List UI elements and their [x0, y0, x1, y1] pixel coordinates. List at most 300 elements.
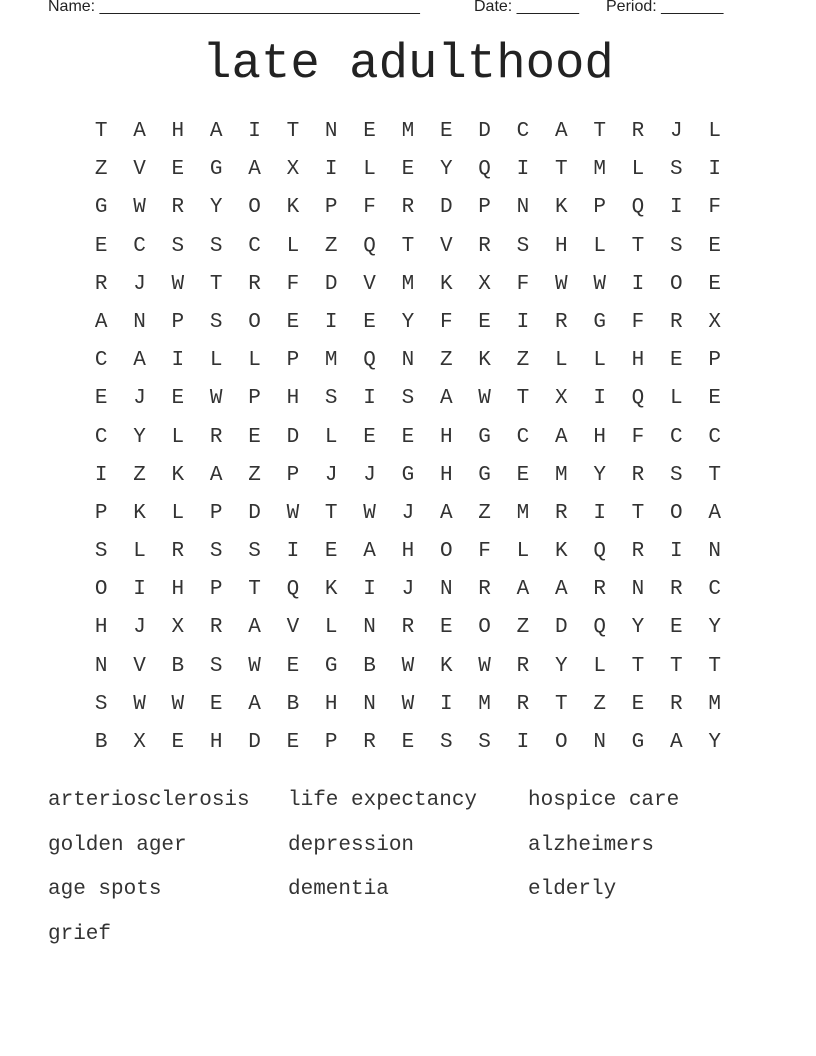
grid-letter[interactable]: M: [478, 692, 491, 716]
grid-letter[interactable]: E: [670, 616, 683, 640]
grid-letter[interactable]: I: [708, 158, 721, 182]
grid-letter[interactable]: P: [708, 349, 721, 373]
grid-letter[interactable]: L: [516, 540, 530, 564]
grid-letter[interactable]: N: [631, 578, 645, 602]
grid-letter[interactable]: L: [209, 349, 223, 373]
grid-letter[interactable]: Z: [94, 158, 108, 182]
grid-letter[interactable]: E: [439, 616, 453, 640]
grid-letter[interactable]: P: [478, 196, 491, 220]
grid-letter[interactable]: E: [286, 654, 300, 678]
grid-letter[interactable]: F: [478, 540, 491, 564]
grid-letter[interactable]: S: [171, 234, 185, 258]
grid-letter[interactable]: I: [593, 387, 606, 411]
grid-letter[interactable]: C: [94, 425, 108, 449]
grid-letter[interactable]: D: [478, 120, 491, 143]
grid-letter[interactable]: O: [94, 578, 108, 602]
grid-letter[interactable]: P: [248, 387, 261, 411]
grid-letter[interactable]: A: [248, 158, 261, 182]
grid-letter[interactable]: I: [670, 196, 683, 220]
grid-letter[interactable]: Z: [516, 616, 530, 640]
grid-letter[interactable]: R: [670, 692, 683, 716]
grid-letter[interactable]: D: [324, 272, 338, 296]
grid-letter[interactable]: O: [670, 272, 683, 296]
grid-letter[interactable]: S: [94, 540, 108, 564]
grid-letter[interactable]: T: [248, 578, 261, 602]
grid-letter[interactable]: Y: [631, 616, 645, 640]
grid-letter[interactable]: P: [209, 501, 223, 525]
grid-letter[interactable]: X: [286, 158, 300, 182]
grid-letter[interactable]: W: [593, 272, 606, 296]
grid-letter[interactable]: I: [439, 692, 453, 716]
grid-letter[interactable]: N: [324, 120, 338, 143]
grid-letter[interactable]: I: [324, 158, 338, 182]
grid-letter[interactable]: R: [248, 272, 261, 296]
grid-letter[interactable]: I: [516, 158, 530, 182]
grid-letter[interactable]: K: [171, 463, 185, 487]
grid-letter[interactable]: H: [593, 425, 606, 449]
grid-letter[interactable]: X: [554, 387, 568, 411]
page-title: late adulthood: [202, 36, 614, 92]
grid-letter[interactable]: R: [401, 616, 415, 640]
grid-letter[interactable]: R: [363, 731, 376, 754]
grid-row: [82, 457, 734, 495]
grid-letter[interactable]: A: [708, 501, 721, 525]
grid-letter[interactable]: E: [516, 463, 530, 487]
grid-letter[interactable]: D: [248, 731, 261, 754]
grid-letter[interactable]: Q: [631, 196, 645, 220]
grid-letter[interactable]: T: [401, 234, 415, 258]
grid-letter[interactable]: H: [94, 616, 108, 640]
grid-letter[interactable]: R: [478, 234, 491, 258]
grid-letter[interactable]: T: [286, 120, 300, 143]
grid-letter[interactable]: L: [593, 349, 606, 373]
grid-letter[interactable]: E: [708, 387, 721, 411]
grid-letter[interactable]: R: [631, 540, 645, 564]
grid-letter[interactable]: T: [94, 120, 108, 143]
grid-letter[interactable]: D: [248, 501, 261, 525]
grid-letter[interactable]: I: [171, 349, 185, 373]
grid-letter[interactable]: N: [516, 196, 530, 220]
grid-letter[interactable]: B: [171, 654, 185, 678]
grid-letter[interactable]: I: [363, 578, 376, 602]
grid-letter[interactable]: A: [554, 425, 568, 449]
grid-letter[interactable]: C: [516, 120, 530, 143]
grid-letter[interactable]: S: [670, 463, 683, 487]
grid-letter[interactable]: N: [593, 731, 606, 754]
grid-letter[interactable]: A: [248, 616, 261, 640]
grid-letter[interactable]: I: [286, 540, 300, 564]
grid-letter[interactable]: A: [133, 120, 146, 143]
grid-letter[interactable]: A: [363, 540, 376, 564]
grid-letter[interactable]: A: [209, 463, 223, 487]
grid-letter[interactable]: F: [631, 425, 645, 449]
grid-letter[interactable]: O: [478, 616, 491, 640]
grid-letter[interactable]: E: [248, 425, 261, 449]
grid-letter[interactable]: Z: [516, 349, 530, 373]
grid-letter[interactable]: D: [286, 425, 300, 449]
grid-letter[interactable]: G: [94, 196, 108, 220]
grid-letter[interactable]: N: [94, 654, 108, 678]
grid-letter[interactable]: S: [670, 234, 683, 258]
grid-letter[interactable]: L: [363, 158, 376, 182]
grid-letter[interactable]: E: [401, 158, 415, 182]
grid-letter[interactable]: W: [171, 272, 185, 296]
grid-letter[interactable]: C: [94, 349, 108, 373]
grid-letter[interactable]: T: [670, 654, 683, 678]
grid-letter[interactable]: W: [209, 387, 223, 411]
grid-letter[interactable]: H: [401, 540, 415, 564]
grid-letter[interactable]: K: [554, 196, 568, 220]
grid-letter[interactable]: I: [248, 120, 261, 143]
grid-letter[interactable]: R: [516, 692, 530, 716]
grid-letter[interactable]: B: [94, 731, 108, 754]
grid-letter[interactable]: R: [554, 501, 568, 525]
grid-letter[interactable]: L: [593, 234, 606, 258]
grid-letter[interactable]: A: [94, 310, 108, 334]
grid-letter[interactable]: F: [286, 272, 300, 296]
grid-letter[interactable]: I: [670, 540, 683, 564]
grid-letter[interactable]: Q: [593, 616, 606, 640]
grid-letter[interactable]: Z: [439, 349, 453, 373]
grid-letter[interactable]: K: [324, 578, 338, 602]
grid-letter[interactable]: V: [133, 158, 146, 182]
grid-letter[interactable]: K: [133, 501, 146, 525]
grid-letter[interactable]: K: [439, 654, 453, 678]
grid-letter[interactable]: I: [516, 310, 530, 334]
grid-letter[interactable]: V: [439, 234, 453, 258]
grid-letter[interactable]: A: [554, 578, 568, 602]
grid-letter[interactable]: R: [516, 654, 530, 678]
grid-row: [82, 724, 734, 762]
grid-letter[interactable]: S: [209, 540, 223, 564]
grid-letter[interactable]: I: [631, 272, 645, 296]
grid-letter[interactable]: Q: [363, 234, 376, 258]
grid-letter[interactable]: Q: [478, 158, 491, 182]
grid-letter[interactable]: R: [94, 272, 108, 296]
grid-letter[interactable]: L: [554, 349, 568, 373]
grid-letter[interactable]: B: [286, 692, 300, 716]
grid-letter[interactable]: O: [439, 540, 453, 564]
grid-letter[interactable]: A: [133, 349, 146, 373]
grid-letter[interactable]: H: [439, 463, 453, 487]
grid-letter[interactable]: C: [708, 425, 721, 449]
grid-letter[interactable]: J: [133, 272, 146, 296]
grid-letter[interactable]: R: [401, 196, 415, 220]
grid-letter[interactable]: E: [401, 731, 415, 754]
grid-letter[interactable]: M: [324, 349, 338, 373]
grid-letter[interactable]: X: [478, 272, 491, 296]
grid-letter[interactable]: C: [248, 234, 261, 258]
grid-letter[interactable]: W: [478, 387, 491, 411]
grid-letter[interactable]: V: [133, 654, 146, 678]
grid-letter[interactable]: A: [439, 501, 453, 525]
grid-letter[interactable]: W: [133, 692, 146, 716]
grid-letter[interactable]: A: [670, 731, 683, 754]
grid-letter[interactable]: S: [248, 540, 261, 564]
grid-letter[interactable]: H: [554, 234, 568, 258]
grid-letter[interactable]: E: [171, 387, 185, 411]
grid-letter[interactable]: E: [94, 387, 108, 411]
grid-letter[interactable]: S: [209, 234, 223, 258]
grid-letter[interactable]: F: [708, 196, 721, 220]
grid-letter[interactable]: D: [439, 196, 453, 220]
grid-letter[interactable]: E: [363, 310, 376, 334]
grid-letter[interactable]: T: [593, 120, 606, 143]
grid-letter[interactable]: E: [94, 234, 108, 258]
grid-letter[interactable]: R: [209, 425, 223, 449]
grid-letter[interactable]: F: [516, 272, 530, 296]
grid-letter[interactable]: R: [171, 540, 185, 564]
grid-letter[interactable]: E: [324, 540, 338, 564]
grid-letter[interactable]: P: [171, 310, 185, 334]
grid-letter[interactable]: C: [670, 425, 683, 449]
grid-letter[interactable]: Q: [363, 349, 376, 373]
grid-letter[interactable]: W: [286, 501, 300, 525]
grid-letter[interactable]: Y: [439, 158, 453, 182]
grid-letter[interactable]: Z: [324, 234, 338, 258]
grid-letter[interactable]: I: [363, 387, 376, 411]
grid-letter[interactable]: E: [363, 120, 376, 143]
grid-letter[interactable]: W: [363, 501, 376, 525]
grid-letter[interactable]: T: [631, 234, 645, 258]
name-field[interactable]: Name: ____________________________________: [48, 0, 420, 15]
grid-letter[interactable]: W: [401, 692, 415, 716]
grid-letter[interactable]: X: [133, 731, 146, 754]
grid-letter[interactable]: Y: [708, 616, 721, 640]
grid-letter[interactable]: Z: [593, 692, 606, 716]
grid-letter[interactable]: R: [631, 120, 645, 143]
grid-letter[interactable]: L: [670, 387, 683, 411]
grid-letter[interactable]: P: [593, 196, 606, 220]
period-field[interactable]: Period: _______: [606, 0, 724, 15]
grid-letter[interactable]: S: [324, 387, 338, 411]
grid-letter[interactable]: L: [286, 234, 300, 258]
grid-letter[interactable]: T: [554, 158, 568, 182]
grid-letter[interactable]: B: [363, 654, 376, 678]
grid-letter[interactable]: N: [708, 540, 721, 564]
grid-letter[interactable]: C: [516, 425, 530, 449]
grid-letter[interactable]: K: [439, 272, 453, 296]
grid-letter[interactable]: G: [209, 158, 223, 182]
grid-letter[interactable]: W: [401, 654, 415, 678]
grid-letter[interactable]: R: [670, 310, 683, 334]
grid-letter[interactable]: V: [363, 272, 376, 296]
grid-letter[interactable]: G: [593, 310, 606, 334]
grid-letter[interactable]: R: [171, 196, 185, 220]
grid-letter[interactable]: D: [554, 616, 568, 640]
grid-letter[interactable]: G: [478, 425, 491, 449]
grid-letter[interactable]: L: [708, 120, 721, 143]
grid-letter[interactable]: N: [363, 692, 376, 716]
grid-letter[interactable]: N: [363, 616, 376, 640]
grid-letter[interactable]: J: [401, 501, 415, 525]
grid-letter[interactable]: P: [324, 731, 338, 754]
grid-letter[interactable]: I: [516, 731, 530, 754]
date-field[interactable]: Date: _______: [474, 0, 579, 15]
grid-letter[interactable]: H: [286, 387, 300, 411]
grid-letter[interactable]: A: [209, 120, 223, 143]
grid-letter[interactable]: S: [209, 654, 223, 678]
grid-letter[interactable]: I: [94, 463, 108, 487]
grid-letter[interactable]: P: [286, 349, 300, 373]
grid-letter[interactable]: V: [286, 616, 300, 640]
grid-letter[interactable]: A: [439, 387, 453, 411]
grid-letter[interactable]: T: [708, 654, 721, 678]
grid-letter[interactable]: H: [171, 120, 185, 143]
grid-letter[interactable]: H: [209, 731, 223, 754]
grid-letter[interactable]: J: [670, 120, 683, 143]
grid-letter[interactable]: Y: [133, 425, 146, 449]
grid-letter[interactable]: Y: [708, 731, 721, 754]
grid-letter[interactable]: X: [708, 310, 721, 334]
grid-letter[interactable]: E: [286, 731, 300, 754]
grid-letter[interactable]: T: [554, 692, 568, 716]
grid-letter[interactable]: W: [248, 654, 261, 678]
grid-letter[interactable]: M: [554, 463, 568, 487]
grid-letter[interactable]: E: [286, 310, 300, 334]
grid-letter[interactable]: E: [670, 349, 683, 373]
grid-letter[interactable]: O: [554, 731, 568, 754]
grid-letter[interactable]: I: [133, 578, 146, 602]
grid-letter[interactable]: R: [631, 463, 645, 487]
grid-letter[interactable]: T: [708, 463, 721, 487]
grid-letter[interactable]: E: [708, 234, 721, 258]
grid-letter[interactable]: Q: [286, 578, 300, 602]
grid-letter[interactable]: P: [324, 196, 338, 220]
grid-letter[interactable]: R: [209, 616, 223, 640]
grid-letter[interactable]: T: [324, 501, 338, 525]
grid-letter[interactable]: O: [248, 196, 261, 220]
grid-letter[interactable]: Y: [593, 463, 606, 487]
grid-letter[interactable]: O: [248, 310, 261, 334]
grid-letter[interactable]: L: [324, 425, 338, 449]
grid-letter[interactable]: A: [516, 578, 530, 602]
grid-letter[interactable]: Y: [209, 196, 223, 220]
grid-letter[interactable]: C: [133, 234, 146, 258]
grid-letter[interactable]: E: [363, 425, 376, 449]
grid-letter[interactable]: M: [708, 692, 721, 716]
grid-letter[interactable]: H: [439, 425, 453, 449]
grid-letter[interactable]: X: [171, 616, 185, 640]
grid-letter[interactable]: J: [133, 616, 146, 640]
grid-letter[interactable]: S: [516, 234, 530, 258]
grid-letter[interactable]: W: [171, 692, 185, 716]
grid-letter[interactable]: E: [171, 731, 185, 754]
grid-letter[interactable]: I: [324, 310, 338, 334]
grid-letter[interactable]: K: [478, 349, 491, 373]
grid-letter[interactable]: K: [554, 540, 568, 564]
grid-letter[interactable]: I: [593, 501, 606, 525]
grid-letter[interactable]: A: [554, 120, 568, 143]
grid-letter[interactable]: L: [171, 501, 185, 525]
grid-letter[interactable]: W: [478, 654, 491, 678]
grid-letter[interactable]: R: [478, 578, 491, 602]
grid-letter[interactable]: Z: [248, 463, 261, 487]
grid-letter[interactable]: N: [401, 349, 415, 373]
grid-letter[interactable]: E: [631, 692, 645, 716]
grid-letter[interactable]: T: [631, 654, 645, 678]
word-search-grid[interactable]: [82, 113, 734, 762]
grid-letter[interactable]: N: [439, 578, 453, 602]
grid-letter[interactable]: F: [631, 310, 645, 334]
grid-letter[interactable]: L: [631, 158, 645, 182]
grid-letter[interactable]: Z: [133, 463, 146, 487]
grid-letter[interactable]: Y: [554, 654, 568, 678]
grid-letter[interactable]: T: [209, 272, 223, 296]
grid-letter[interactable]: L: [248, 349, 261, 373]
grid-letter[interactable]: T: [631, 501, 645, 525]
grid-letter[interactable]: E: [478, 310, 491, 334]
grid-letter[interactable]: M: [593, 158, 606, 182]
grid-letter[interactable]: L: [593, 654, 606, 678]
grid-letter[interactable]: J: [324, 463, 338, 487]
grid-letter[interactable]: S: [401, 387, 415, 411]
grid-letter[interactable]: J: [401, 578, 415, 602]
grid-letter[interactable]: P: [94, 501, 108, 525]
grid-letter[interactable]: P: [209, 578, 223, 602]
grid-letter[interactable]: S: [209, 310, 223, 334]
grid-letter[interactable]: Q: [631, 387, 645, 411]
grid-letter[interactable]: W: [554, 272, 568, 296]
grid-letter[interactable]: H: [631, 349, 645, 373]
grid-row: [82, 342, 734, 380]
grid-letter[interactable]: T: [516, 387, 530, 411]
grid-letter[interactable]: K: [286, 196, 300, 220]
grid-letter[interactable]: O: [670, 501, 683, 525]
grid-letter[interactable]: G: [631, 731, 645, 754]
grid-letter[interactable]: S: [670, 158, 683, 182]
grid-letter[interactable]: H: [171, 578, 185, 602]
word-bank-item: age spots: [48, 878, 162, 902]
grid-letter[interactable]: Q: [593, 540, 606, 564]
grid-letter[interactable]: R: [554, 310, 568, 334]
grid-letter[interactable]: H: [324, 692, 338, 716]
grid-letter[interactable]: C: [708, 578, 721, 602]
grid-letter[interactable]: E: [171, 158, 185, 182]
grid-letter[interactable]: G: [324, 654, 338, 678]
grid-letter[interactable]: G: [401, 463, 415, 487]
grid-letter[interactable]: S: [478, 731, 491, 754]
grid-letter[interactable]: J: [133, 387, 146, 411]
grid-letter[interactable]: E: [708, 272, 721, 296]
grid-letter[interactable]: N: [133, 310, 146, 334]
grid-letter[interactable]: J: [363, 463, 376, 487]
grid-letter[interactable]: R: [593, 578, 606, 602]
grid-letter[interactable]: L: [324, 616, 338, 640]
grid-letter[interactable]: L: [171, 425, 185, 449]
grid-letter[interactable]: M: [401, 120, 415, 143]
grid-letter[interactable]: W: [133, 196, 146, 220]
grid-letter[interactable]: E: [209, 692, 223, 716]
word-bank-item: arteriosclerosis: [48, 789, 250, 812]
grid-letter[interactable]: M: [516, 501, 530, 525]
grid-letter[interactable]: F: [363, 196, 376, 220]
grid-letter[interactable]: P: [286, 463, 300, 487]
grid-letter[interactable]: G: [478, 463, 491, 487]
grid-letter[interactable]: Z: [478, 501, 491, 525]
grid-letter[interactable]: A: [248, 692, 261, 716]
grid-letter[interactable]: L: [133, 540, 146, 564]
grid-letter[interactable]: Y: [401, 310, 415, 334]
grid-letter[interactable]: M: [401, 272, 415, 296]
grid-letter[interactable]: S: [94, 692, 108, 716]
grid-letter[interactable]: S: [439, 731, 453, 754]
grid-row: [82, 495, 734, 533]
grid-letter[interactable]: E: [401, 425, 415, 449]
grid-letter[interactable]: E: [439, 120, 453, 143]
grid-letter[interactable]: R: [670, 578, 683, 602]
grid-letter[interactable]: F: [439, 310, 453, 334]
